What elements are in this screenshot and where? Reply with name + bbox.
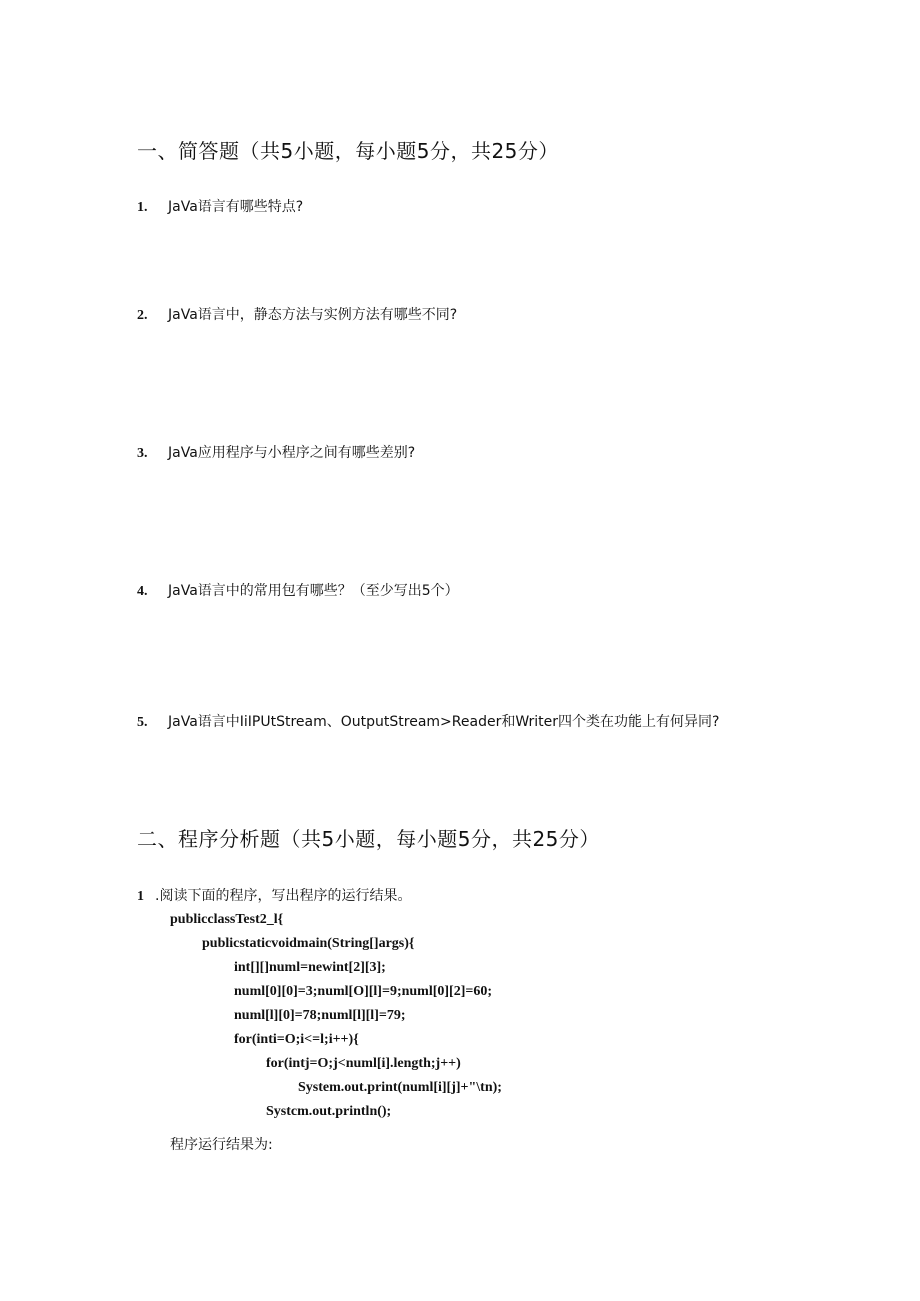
code-line: numl[l][0]=78;numl[l][l]=79;: [234, 1008, 406, 1023]
code-line: Systcm.out.println();: [266, 1104, 392, 1119]
question-text: JaVa应用程序与小程序之间有哪些差别?: [168, 445, 416, 461]
question-number: 5.: [137, 715, 148, 730]
code-line: for(inti=O;i<=l;i++){: [234, 1032, 359, 1047]
question-text: .阅读下面的程序，写出程序的运行结果。: [155, 888, 412, 904]
question-text: JaVa语言中IiIPUtStream、OutputStream>Reader和Writer四个类在功能上有何异同?: [168, 714, 720, 730]
question-number: 1.: [137, 200, 148, 215]
code-line: publicstaticvoidmain(String[]args){: [202, 936, 415, 951]
question-number: 3.: [137, 446, 148, 461]
question-number: 2.: [137, 308, 148, 323]
section-1-title: 一、简答题（共5小题，每小题5分，共25分）: [137, 139, 559, 163]
question-3: [137, 442, 415, 462]
code-line: int[][]numl=newint[2][3];: [234, 960, 386, 975]
code-line: publicclassTest2_l{: [170, 912, 284, 927]
program-question-1: [137, 885, 411, 905]
code-line: System.out.print(numl[i][j]+"\tn);: [298, 1080, 502, 1095]
section-2-title: 二、程序分析题（共5小题，每小题5分，共25分）: [137, 827, 600, 851]
question-text: JaVa语言有哪些特点?: [168, 199, 304, 215]
question-4: [137, 580, 459, 600]
question-1: [137, 196, 303, 216]
question-text: JaVa语言中，静态方法与实例方法有哪些不同?: [168, 307, 458, 323]
question-5: [137, 711, 719, 731]
question-text: JaVa语言中的常用包有哪些？（至少写出5个）: [168, 583, 459, 599]
question-number: 1: [137, 889, 144, 904]
code-line: for(intj=O;j<numl[i].length;j++): [266, 1056, 461, 1071]
result-label: 程序运行结果为:: [170, 1137, 273, 1153]
question-number: 4.: [137, 584, 148, 599]
question-2: [137, 304, 457, 324]
code-line: numl[0][0]=3;numl[O][l]=9;numl[0][2]=60;: [234, 984, 493, 999]
